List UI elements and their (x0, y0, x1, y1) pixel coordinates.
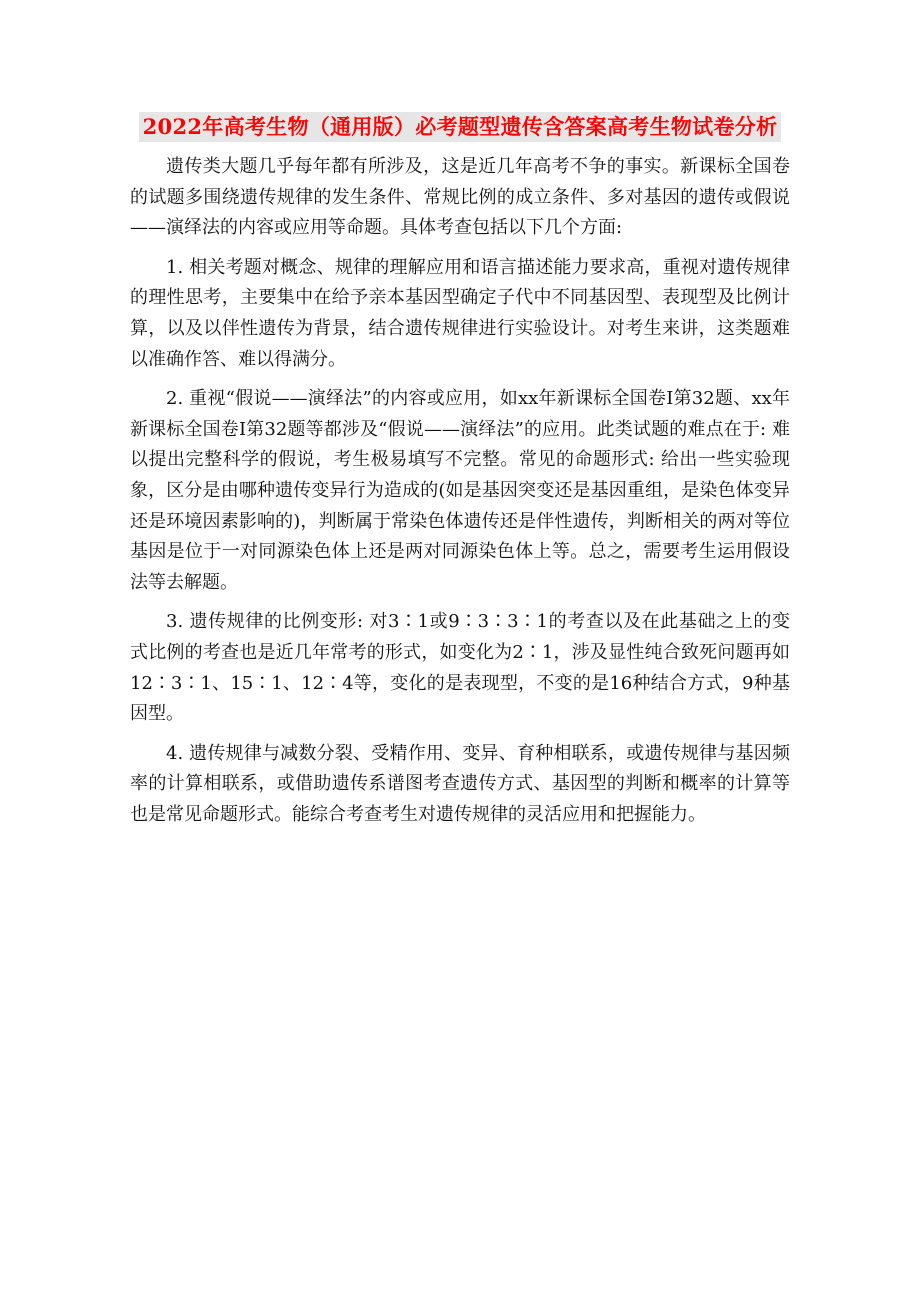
point-1-paragraph: 1. 相关考题对概念、规律的理解应用和语言描述能力要求高，重视对遗传规律的理性思考，主要集中在给予亲本基因型确定子代中不同基因型、表现型及比例计算，以及以伴性遗传为背景，结合遗传规律进行实验设计。对考生来讲，这类题难以准确作答、难以得满分。 (130, 256, 790, 370)
point-3-paragraph: 3. 遗传规律的比例变形: 对3∶1或9∶3∶3∶1的考查以及在此基础之上的变式比例的考查也是近几年常考的形式，如变化为2∶1，涉及显性纯合致死问题再如12∶3∶1、15∶1、12∶4等，变化的是表现型，不变的是16种结合方式，9种基因型。 (130, 611, 790, 725)
document-body (130, 152, 790, 839)
document-title: 2022年高考生物（通用版）必考题型遗传含答案高考生物试卷分析 (139, 112, 782, 142)
title-container (0, 112, 920, 142)
point-4-paragraph: 4. 遗传规律与减数分裂、受精作用、变异、育种相联系，或遗传规律与基因频率的计算相联系，或借助遗传系谱图考查遗传方式、基因型的判断和概率的计算等也是常见命题形式。能综合考查考生对遗传规律的灵活应用和把握能力。 (130, 742, 790, 825)
intro-paragraph: 遗传类大题几乎每年都有所涉及，这是近几年高考不争的事实。新课标全国卷的试题多围绕遗传规律的发生条件、常规比例的成立条件、多对基因的遗传或假说——演绎法的内容或应用等命题。具体考查包括以下几个方面: (130, 156, 790, 239)
point-2-paragraph: 2. 重视“假说——演绎法”的内容或应用，如xx年新课标全国卷Ⅰ第32题、xx年新课标全国卷Ⅰ第32题等都涉及“假说——演绎法”的应用。此类试题的难点在于: 难以提出完整科学的假说，考生极易填写不完整。常见的命题形式: 给出一些实验现象，区分是由哪种遗传变异行为造成的(如是基因突变还是基因重组，是染色体变异还是环境因素影响的)，判断属于常染色体遗传还是伴性遗传，判断相关的两对等位基因是位于一对同源染色体上还是两对同源染色体上等。总之，需要考生运用假设法等去解题。 (130, 388, 790, 593)
